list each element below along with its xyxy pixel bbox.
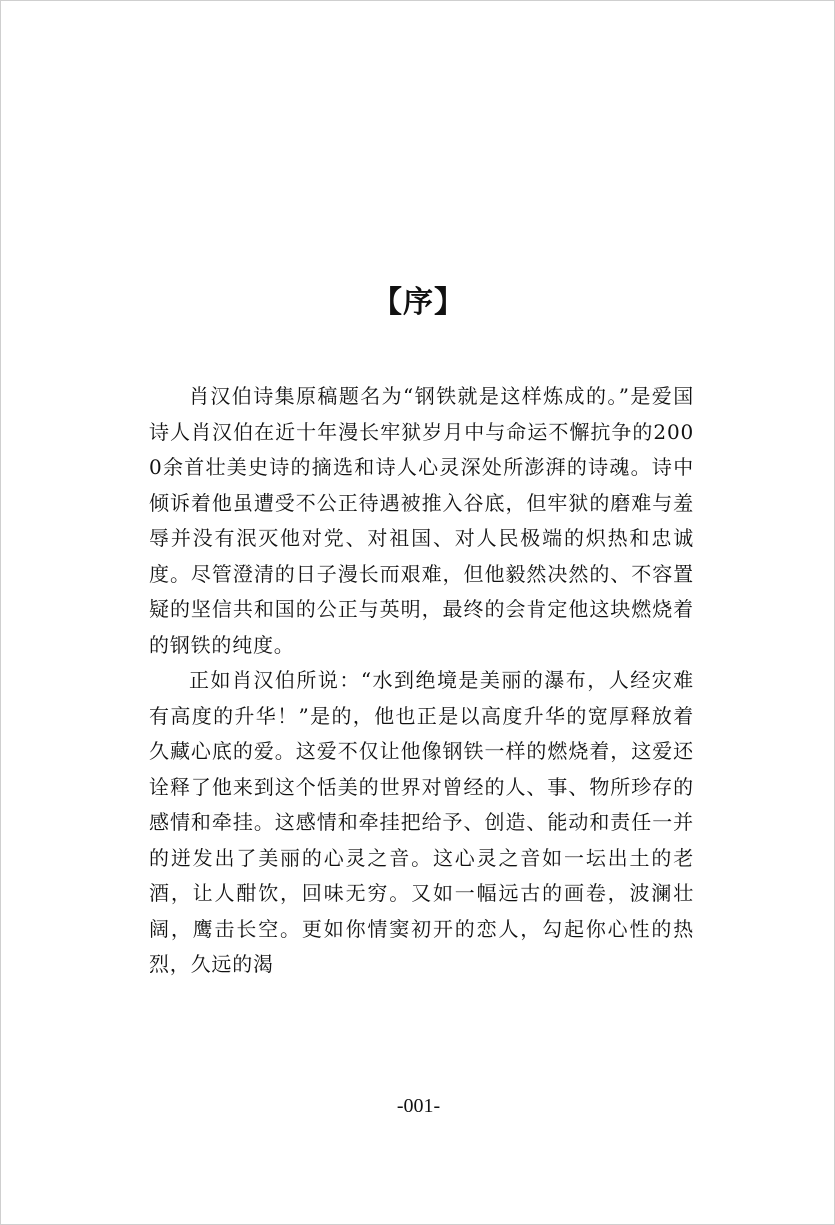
- body-text: [149, 379, 694, 983]
- page-number: -001-: [396, 1095, 441, 1117]
- page-title: 【序】: [372, 285, 465, 320]
- paragraph: 正如肖汉伯所说：“水到绝境是美丽的瀑布，人经灾难有高度的升华！”是的，他也正是以高度升华的宽厚释放着久藏心底的爱。这爱不仅让他像钢铁一样的燃烧着，这爱还诠释了他来到这个恬美的世界对曾经的人、事、物所珍存的感情和牵挂。这感情和牵挂把给予、创造、能动和责任一并的迸发出了美丽的心灵之音。这心灵之音如一坛出土的老酒，让人酣饮，回味无穷。又如一幅远古的画卷，波澜壮阔，鹰击长空。更如你情窦初开的恋人，勾起你心性的热烈，久远的渴: [149, 668, 694, 976]
- paragraph: 肖汉伯诗集原稿题名为“钢铁就是这样炼成的。”是爱国诗人肖汉伯在近十年漫长牢狱岁月中与命运不懈抗争的2000余首壮美史诗的摘选和诗人心灵深处所澎湃的诗魂。诗中倾诉着他虽遭受不公正待遇被推入谷底，但牢狱的磨难与羞辱并没有泯灭他对党、对祖国、对人民极端的炽热和忠诚度。尽管澄清的日子漫长而艰难，但他毅然决然的、不容置疑的坚信共和国的公正与英明，最终的会肯定他这块燃烧着的钢铁的纯度。: [149, 384, 694, 657]
